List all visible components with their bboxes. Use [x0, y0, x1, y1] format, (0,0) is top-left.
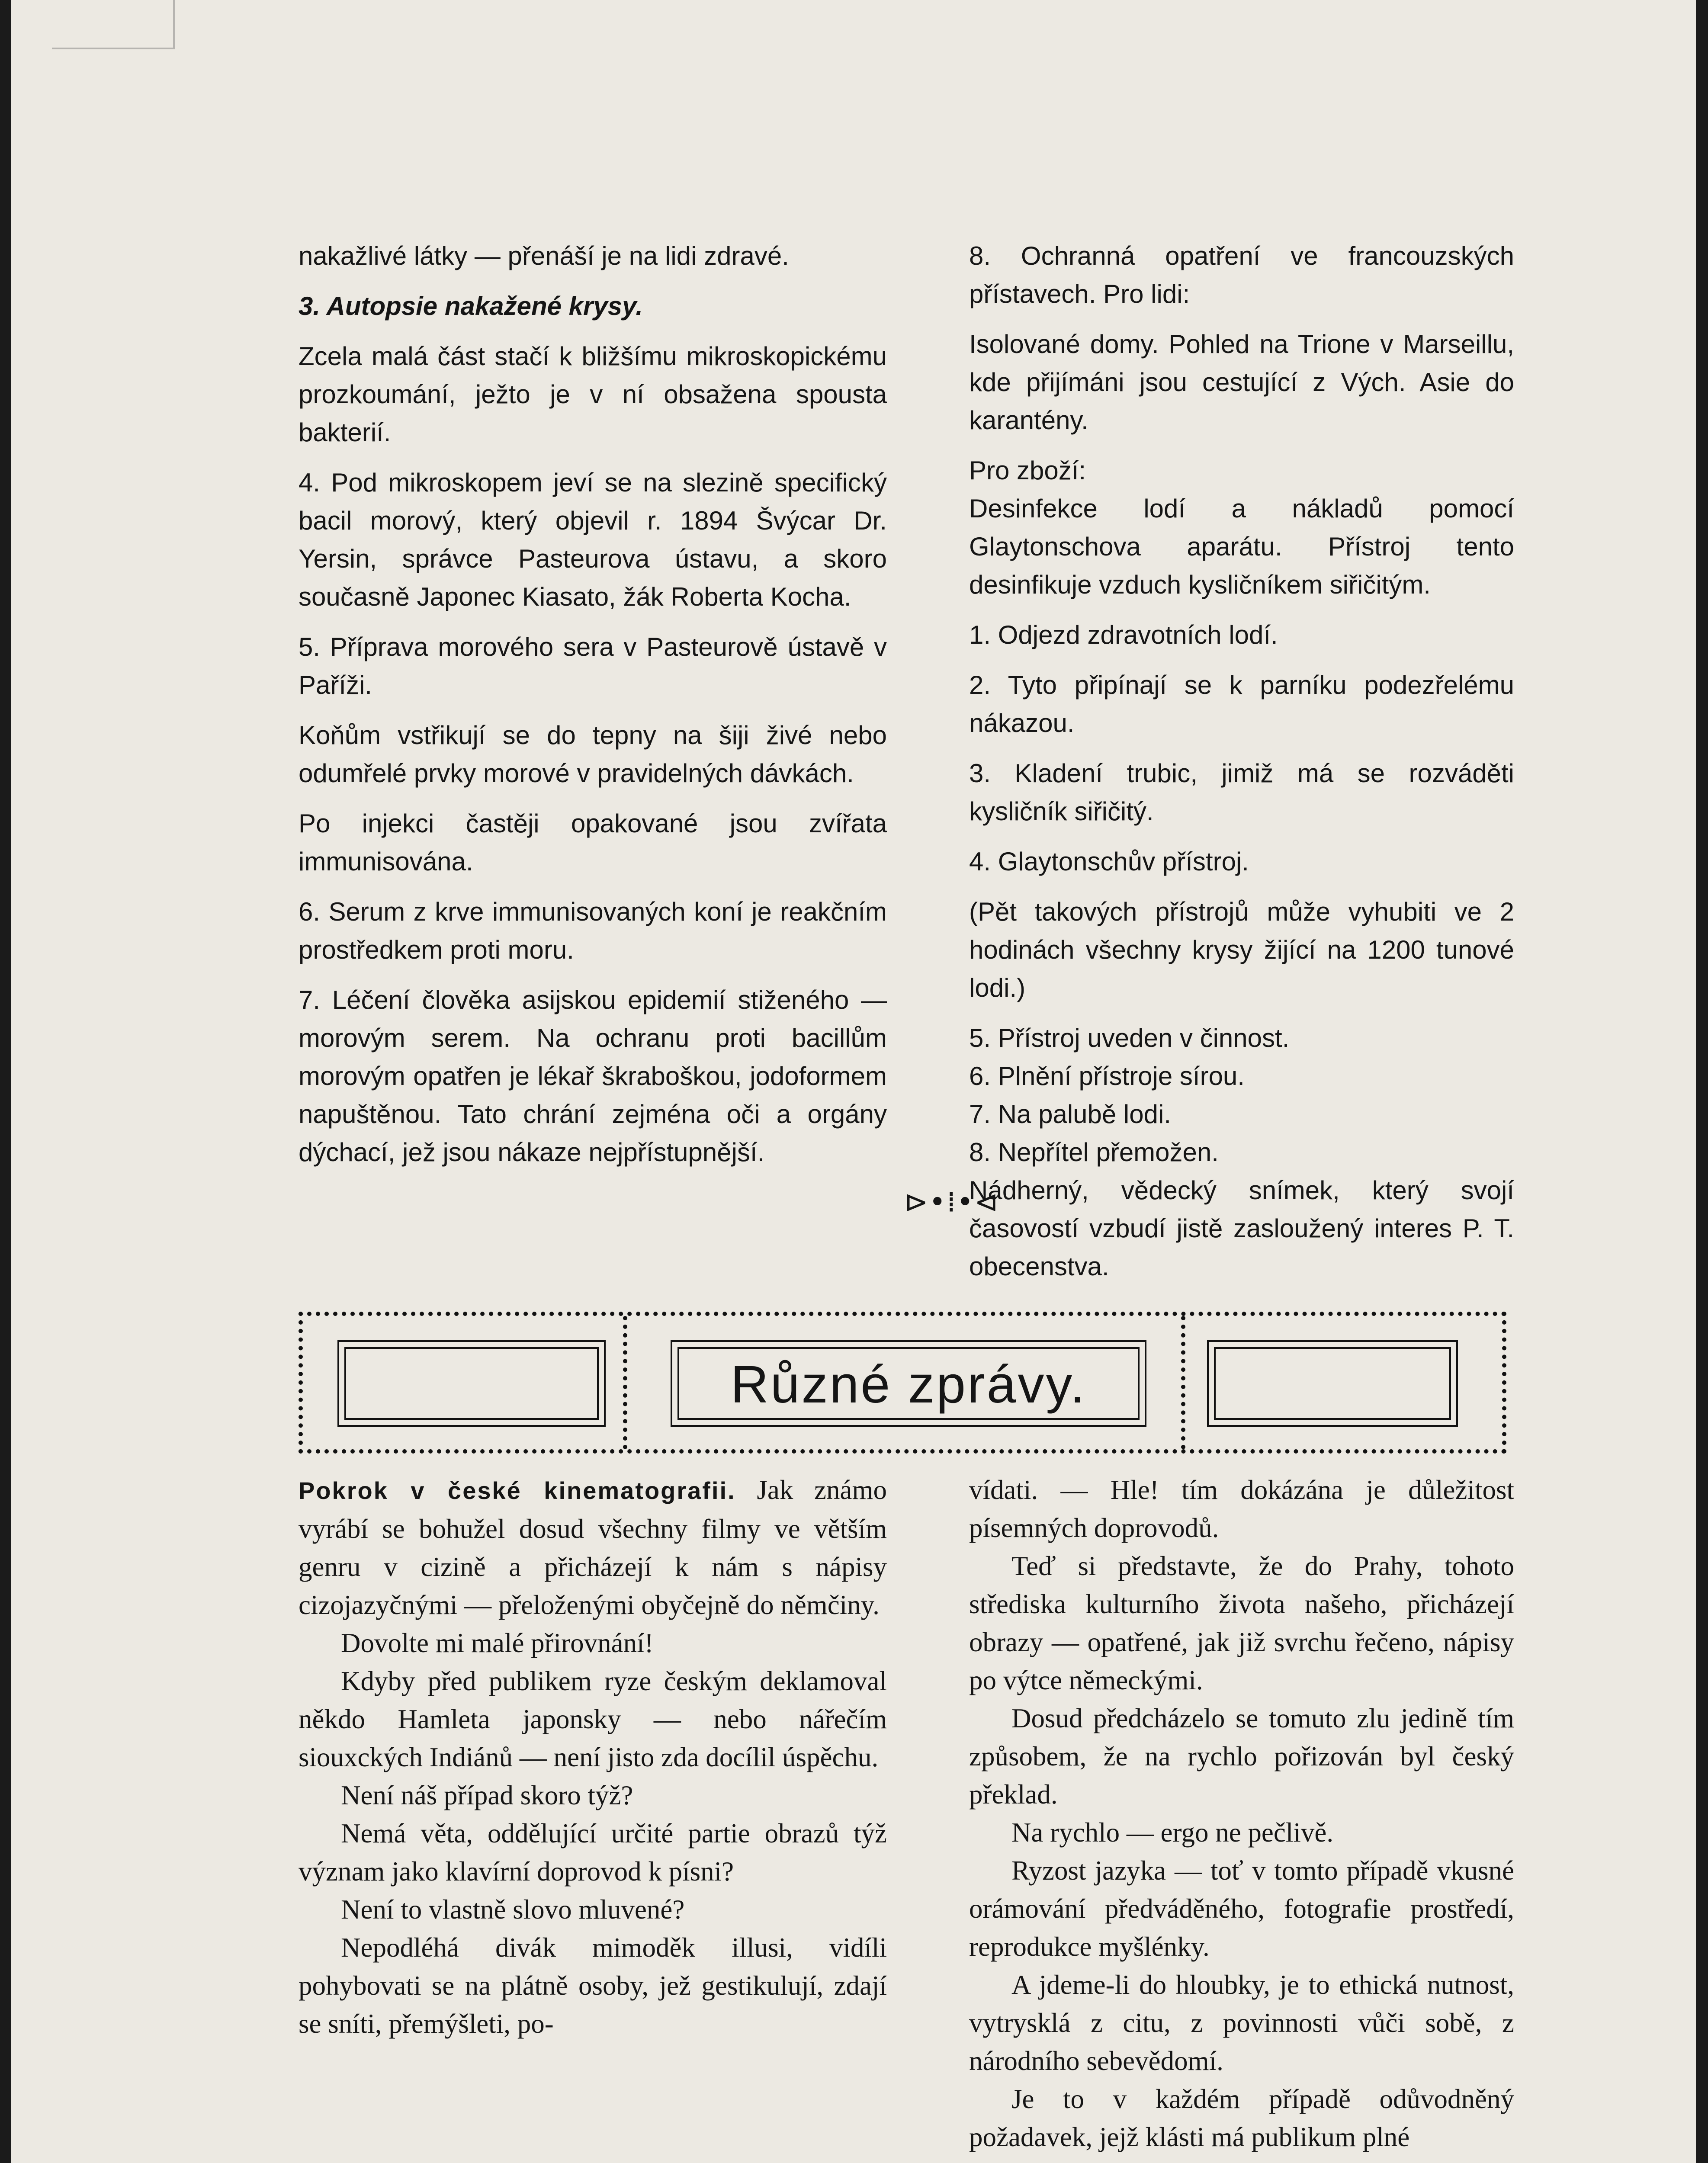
paragraph: Desinfekce lodí a nákladů pomocí Glaytonschova aparátu. Přístroj tento desinfikuje vzduch kysličníkem siřičitým. [969, 494, 1514, 599]
scan-corner-mark [52, 0, 175, 49]
scan-border-right [1696, 0, 1708, 2163]
frame-divider [1181, 1316, 1185, 1449]
paragraph: Po injekci častěji opakované jsou zvířata immunisována. [299, 809, 887, 876]
list-item: 5. Přístroj uveden v činnost. [969, 1024, 1290, 1053]
ornament-divider: ⊳•⁞•⊲ [904, 1185, 999, 1219]
frame-panel-right [1207, 1340, 1458, 1427]
section-title-frame [299, 1312, 1506, 1454]
paragraph: Není náš případ skoro týž? [341, 1780, 633, 1810]
column-bottom-left [299, 1471, 887, 2043]
paragraph: Zcela malá část stačí k bližšímu mikroskopickému prozkoumání, ježto je v ní obsažena spousta bakterií. [299, 342, 887, 447]
scan-border-left [0, 0, 11, 2163]
list-item: 3. Kladení trubic, jimiž má se rozváděti kysličník siřičitý. [969, 759, 1514, 826]
paragraph: Ryzost jazyka — toť v tomto případě vkusné orámování předváděného, fotografie prostředí, reprodukce myšlénky. [969, 1855, 1514, 1962]
paragraph: 5. Příprava morového sera v Pasteurově ústavě v Paříži. [299, 632, 887, 700]
column-top-left [299, 237, 887, 1184]
paragraph: Dovolte mi malé přirovnání! [341, 1628, 654, 1658]
paragraph: Je to v každém případě odůvodněný požadavek, jejž klásti má publikum plné [969, 2084, 1514, 2152]
paragraph: Nemá věta, oddělující určité partie obrazů týž význam jako klavírní doprovod k písni? [299, 1818, 887, 1887]
paragraph: Nepodléhá divák mimoděk illusi, vidíli pohybovati se na plátně osoby, jež gestikulují, zdají se sníti, přemýšleti, po- [299, 1932, 887, 2039]
paragraph: 8. Ochranná opatření ve francouzských přístavech. Pro lidi: [969, 241, 1514, 308]
paragraph: Dosud předcházelo se tomuto zlu jedině tím způsobem, že na rychlo pořizován byl český překlad. [969, 1703, 1514, 1810]
list-item: 6. Plnění přístroje sírou. [969, 1062, 1245, 1091]
paragraph: Isolované domy. Pohled na Trione v Marseillu, kde přijímáni jsou cestující z Vých. Asie do karantény. [969, 330, 1514, 435]
paragraph: 4. Pod mikroskopem jeví se na slezině specifický bacil morový, který objevil r. 1894 Švýcar Dr. Yersin, správce Pasteurova ústavu, a skoro současně Japonec Kiasato, žák Roberta Kocha. [299, 468, 887, 611]
paragraph: Kdyby před publikem ryze českým deklamoval někdo Hamleta japonsky — nebo nářečím siouxckých Indiánů — není jisto zda docílil úspěchu. [299, 1666, 887, 1772]
section-title: Různé zprávy. [671, 1340, 1146, 1427]
paragraph: A jdeme-li do hloubky, je to ethická nutnost, vytrysklá z citu, z povinnosti vůči sobě, z národního sebevědomí. [969, 1970, 1514, 2076]
item-heading: 3. Autopsie nakažené krysy. [299, 292, 643, 321]
paragraph: (Pět takových přístrojů může vyhubiti ve 2 hodinách všechny krysy žijící na 1200 tunové lodi.) [969, 897, 1514, 1002]
column-bottom-right [969, 1471, 1514, 2156]
paragraph: 7. Léčení člověka asijskou epidemií stiženého — morovým serem. Na ochranu proti bacillům morovým opatřen je lékař škraboškou, jodoformem napuštěnou. Tato chrání zejména oči a orgány dýchací, jež jsou nákaze nejpřístupnější. [299, 985, 887, 1167]
paragraph: vídati. — Hle! tím dokázána je důležitost písemných doprovodů. [969, 1475, 1514, 1543]
list-item: 4. Glaytonschův přístroj. [969, 847, 1249, 876]
list-item: 1. Odjezd zdravotních lodí. [969, 620, 1278, 649]
paragraph: Teď si představte, že do Prahy, tohoto střediska kulturního života našeho, přicházejí obrazy — opatřené, jak již svrchu řečeno, nápisy po výtce německými. [969, 1551, 1514, 1695]
frame-panel-left [337, 1340, 606, 1427]
paragraph: Na rychlo — ergo ne pečlivě. [1011, 1817, 1334, 1848]
list-item: 8. Nepřítel přemožen. [969, 1138, 1219, 1167]
paragraph: Nádherný, vědecký snímek, který svojí časovostí vzbudí jistě zasloužený interes P. T. obecenstva. [969, 1176, 1514, 1281]
paragraph: Pro zboží: [969, 456, 1086, 485]
list-item: 2. Tyto připínají se k parníku podezřelému nákazou. [969, 671, 1514, 738]
paragraph: nakažlivé látky — přenáší je na lidi zdravé. [299, 241, 789, 270]
paragraph: Jak známo vyrábí se bohužel dosud všechny filmy ve větším genru v cizině a přicházejí k nám s nápisy cizojazyčnými — přeloženými obyčejně do němčiny. [299, 1475, 887, 1620]
paragraph: Koňům vstřikují se do tepny na šiji živé nebo odumřelé prvky morové v pravidelných dávkách. [299, 721, 887, 788]
column-top-right [969, 237, 1514, 1298]
paragraph: Není to vlastně slovo mluvené? [341, 1894, 685, 1925]
paragraph: 6. Serum z krve immunisovaných koní je reakčním prostředkem proti moru. [299, 897, 887, 964]
frame-divider [623, 1316, 627, 1449]
list-item: 7. Na palubě lodi. [969, 1100, 1171, 1129]
article-heading: Pokrok v české kinematografii. [299, 1477, 736, 1504]
